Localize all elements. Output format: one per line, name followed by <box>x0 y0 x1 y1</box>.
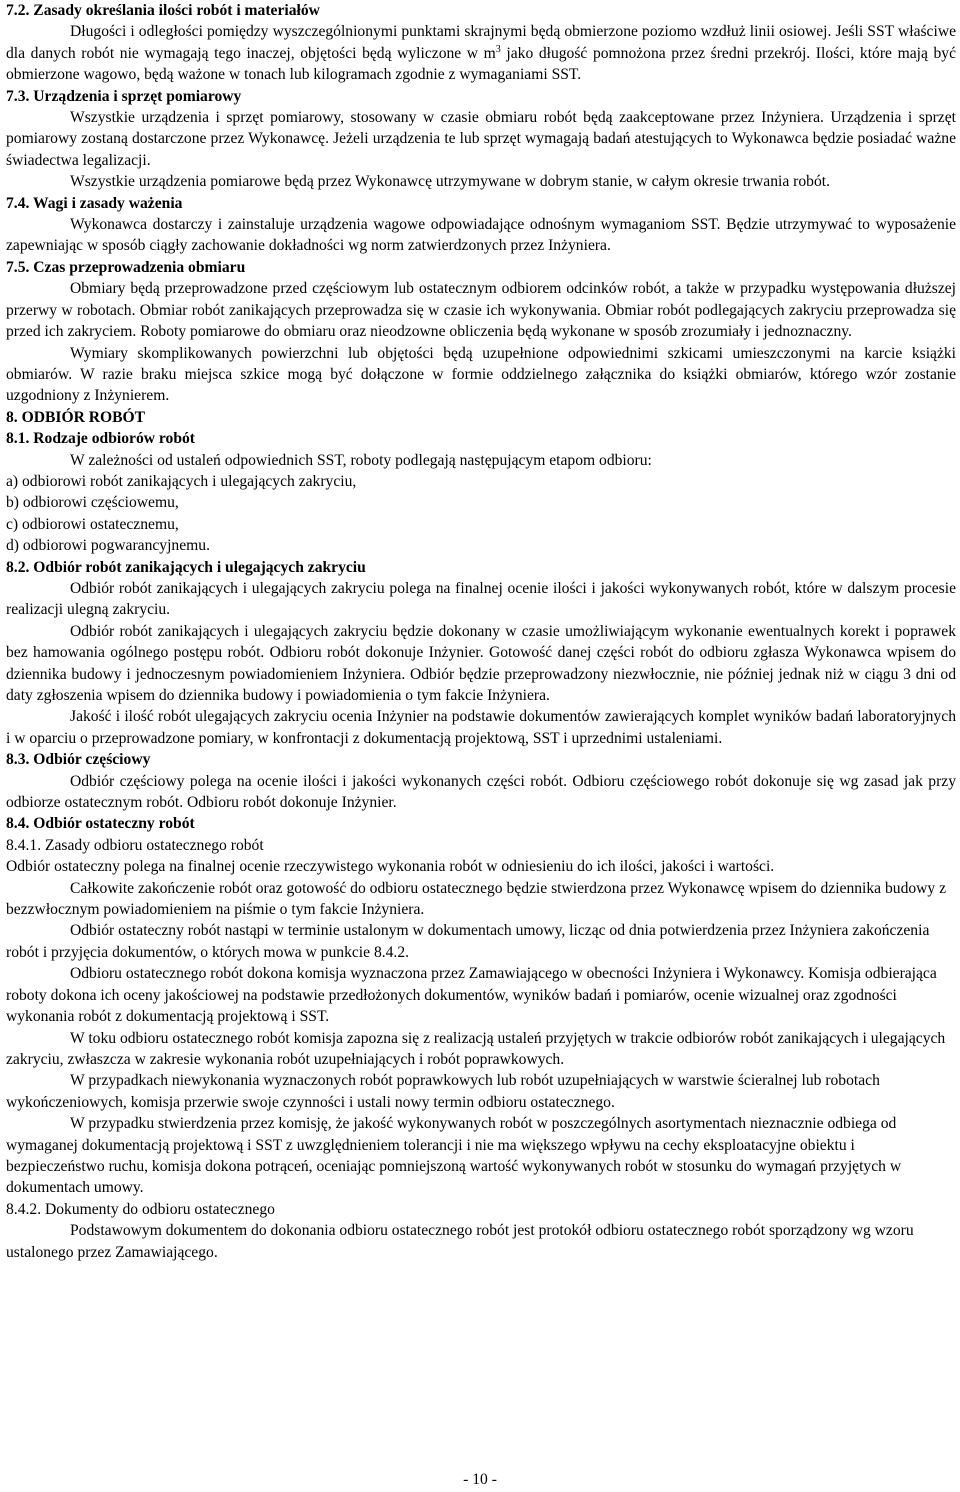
paragraph: Całkowite zakończenie robót oraz gotowość do odbioru ostatecznego będzie stwierdzona przez Wykonawcę wpisem do dziennika budowy z bezzwłocznym powiadomieniem na piśmie o tym fakcie Inżyniera. <box>6 879 947 919</box>
section-heading-7-2: 7.2. Zasady określania ilości robót i materiałów <box>6 2 320 19</box>
paragraph: Odbiór częściowy polega na ocenie ilości i jakości wykonanych części robót. Odbioru częściowego robót dokonuje się wg zasad jak przy odbiorze ostatecznym robót. Odbioru robót dokonuje Inżynier. <box>6 772 956 812</box>
paragraph: Odbioru ostatecznego robót dokona komisja wyznaczona przez Zamawiającego w obecności Inżyniera i Wykonawcy. Komisja odbierająca roboty dokona ich oceny jakościowej na podstawie przedłożonych dokumentów, wyników badań i pomiarów, ocenie wizualnej oraz zgodności wykonania robót z dokumentacją projektową i SST. <box>6 965 937 1026</box>
section-heading-8-2: 8.2. Odbiór robót zanikających i ulegających zakryciu <box>6 558 366 576</box>
section-heading-8-3: 8.3. Odbiór częściowy <box>6 751 151 769</box>
section-heading-7-5: 7.5. Czas przeprowadzenia obmiaru <box>6 258 246 276</box>
paragraph: Odbiór robót zanikających i ulegających zakryciu będzie dokonany w czasie umożliwiającym wykonanie ewentualnych korekt i poprawek bez hamowania ogólnego postępu robót. Odbioru robót dokonuje Inżynier. Gotowość danej części robót do odbioru zgłasza Wykonawca wpisem do dziennika budowy i jednoczesnym powiadomieniem Inżyniera. Odbiór będzie przeprowadzony niezwłocznie, nie później jednak niż w ciągu 3 dni od daty zgłoszenia wpisem do dziennika budowy i powiadomienia o tym fakcie Inżyniera. <box>6 622 956 704</box>
section-heading-7-3: 7.3. Urządzenia i sprzęt pomiarowy <box>6 87 242 105</box>
section-heading-8-1: 8.1. Rodzaje odbiorów robót <box>6 430 195 448</box>
page-number: - 10 - <box>463 1471 497 1488</box>
paragraph: Wymiary skomplikowanych powierzchni lub objętości będą uzupełnione odpowiednimi szkicami umieszczonymi na karcie książki obmiarów. W razie braku miejsca szkice mogą być dołączone w formie oddzielnego załącznika do książki obmiarów, którego wzór zostanie uzgodniony z Inżynierem. <box>6 344 956 405</box>
paragraph: Obmiary będą przeprowadzone przed częściowym lub ostatecznym odbiorem odcinków robót, a także w przypadku występowania dłuższej przerwy w robotach. Obmiar robót zanikających przeprowadza się w czasie ich wykonywania. Obmiar robót podlegających zakryciu przeprowadza się przed ich zakryciem. Roboty pomiarowe do obmiaru oraz nieodzowne obliczenia będą wykonane w sposób zrozumiały i jednoznaczny. <box>6 280 956 341</box>
paragraph: W przypadkach niewykonania wyznaczonych robót poprawkowych lub robót uzupełniających w warstwie ścieralnej lub robotach wykończeniowych, komisja przerwie swoje czynności i ustali nowy termin odbioru ostatecznego. <box>6 1072 880 1111</box>
paragraph: Jakość i ilość robót ulegających zakryciu ocenia Inżynier na podstawie dokumentów zawierających komplet wyników badań laboratoryjnych i w oparciu o przeprowadzone pomiary, w konfrontacji z dokumentacją projektową, SST i uprzednimi ustaleniami. <box>6 708 956 747</box>
paragraph: W przypadku stwierdzenia przez komisję, że jakość wykonywanych robót w poszczególnych asortymentach nieznacznie odbiega od wymaganej dokumentacją projektową i SST z uwzględnieniem tolerancji i nie ma większego wpływu na cechy eksploatacyjne obiektu i bezpieczeństwo ruchu, komisja dokona potrąceń, oceniając pomniejszoną wartość wykonywanych robót w stosunku do wymagań przyjętych w dokumentach umowy. <box>6 1115 902 1197</box>
list-item: c) odbiorowi ostatecznemu, <box>6 515 179 533</box>
paragraph: W zależności od ustaleń odpowiednich SST, roboty podlegają następującym etapom odbioru: <box>70 451 652 469</box>
document-page <box>6 0 956 1263</box>
superscript: 3 <box>495 43 501 55</box>
section-heading-8-4: 8.4. Odbiór ostateczny robót <box>6 815 195 833</box>
list-item: d) odbiorowi pogwarancyjnemu. <box>6 537 210 555</box>
paragraph: Odbiór ostateczny polega na finalnej ocenie rzeczywistego wykonania robót w odniesieniu do ich ilości, jakości i wartości. <box>6 858 775 876</box>
subsection-heading-8-4-2: 8.4.2. Dokumenty do odbioru ostatecznego <box>6 1200 275 1218</box>
paragraph: Wszystkie urządzenia i sprzęt pomiarowy, stosowany w czasie obmiaru robót będą zaakceptowane przez Inżyniera. Urządzenia i sprzęt pomiarowy zostaną dostarczone przez Wykonawcę. Jeżeli urządzenia te lub sprzęt wymagają badań atestujących to Wykonawca będzie posiadać ważne świadectwa legalizacji. <box>6 109 956 169</box>
subsection-heading-8-4-1: 8.4.1. Zasady odbioru ostatecznego robót <box>6 836 264 854</box>
paragraph: Wszystkie urządzenia pomiarowe będą przez Wykonawcę utrzymywane w dobrym stanie, w całym okresie trwania robót. <box>70 173 830 191</box>
paragraph: W toku odbioru ostatecznego robót komisja zapozna się z realizacją ustaleń przyjętych w trakcie odbiorów robót zanikających i ulegających zakryciu, zwłaszcza w zakresie wykonania robót uzupełniających i robót poprawkowych. <box>6 1029 946 1068</box>
list-item: b) odbiorowi częściowemu, <box>6 494 179 512</box>
paragraph: Odbiór robót zanikających i ulegających zakryciu polega na finalnej ocenie ilości i jakości wykonywanych robót, które w dalszym procesie realizacji ulegną zakryciu. <box>6 579 956 619</box>
section-heading-7-4: 7.4. Wagi i zasady ważenia <box>6 194 183 212</box>
paragraph: Podstawowym dokumentem do dokonania odbioru ostatecznego robót jest protokół odbioru ostatecznego robót sporządzony wg wzoru ustalonego przez Zamawiającego. <box>6 1222 914 1261</box>
paragraph: Długości i odległości pomiędzy wyszczególnionymi punktami skrajnymi będą obmierzone poziomo wzdłuż linii osiowej. Jeśli SST właściwe dla danych robót nie wymagają tego inaczej, objętości będą wyliczone w $m^3$ jako długość pomnożona przez średni przekrój. Ilości, które mają być obmierzone wagowo, będą ważone w tonach lub kilogramach zgodnie z wymaganiami SST. <box>6 23 956 84</box>
list-item: a) odbiorowi robót zanikających i ulegających zakryciu, <box>6 472 357 490</box>
paragraph: Wykonawca dostarczy i zainstaluje urządzenia wagowe odpowiadające odnośnym wymaganiom SST. Będzie utrzymywać to wyposażenie zapewniając w sposób ciągły zachowanie dokładności wg norm zatwierdzonych przez Inżyniera. <box>6 216 956 255</box>
chapter-heading-8: 8. ODBIÓR ROBÓT <box>6 408 146 426</box>
paragraph: Odbiór ostateczny robót nastąpi w terminie ustalonym w dokumentach umowy, licząc od dnia potwierdzenia przez Inżyniera zakończenia robót i przyjęcia dokumentów, o których mowa w punkcie 8.4.2. <box>6 922 930 961</box>
